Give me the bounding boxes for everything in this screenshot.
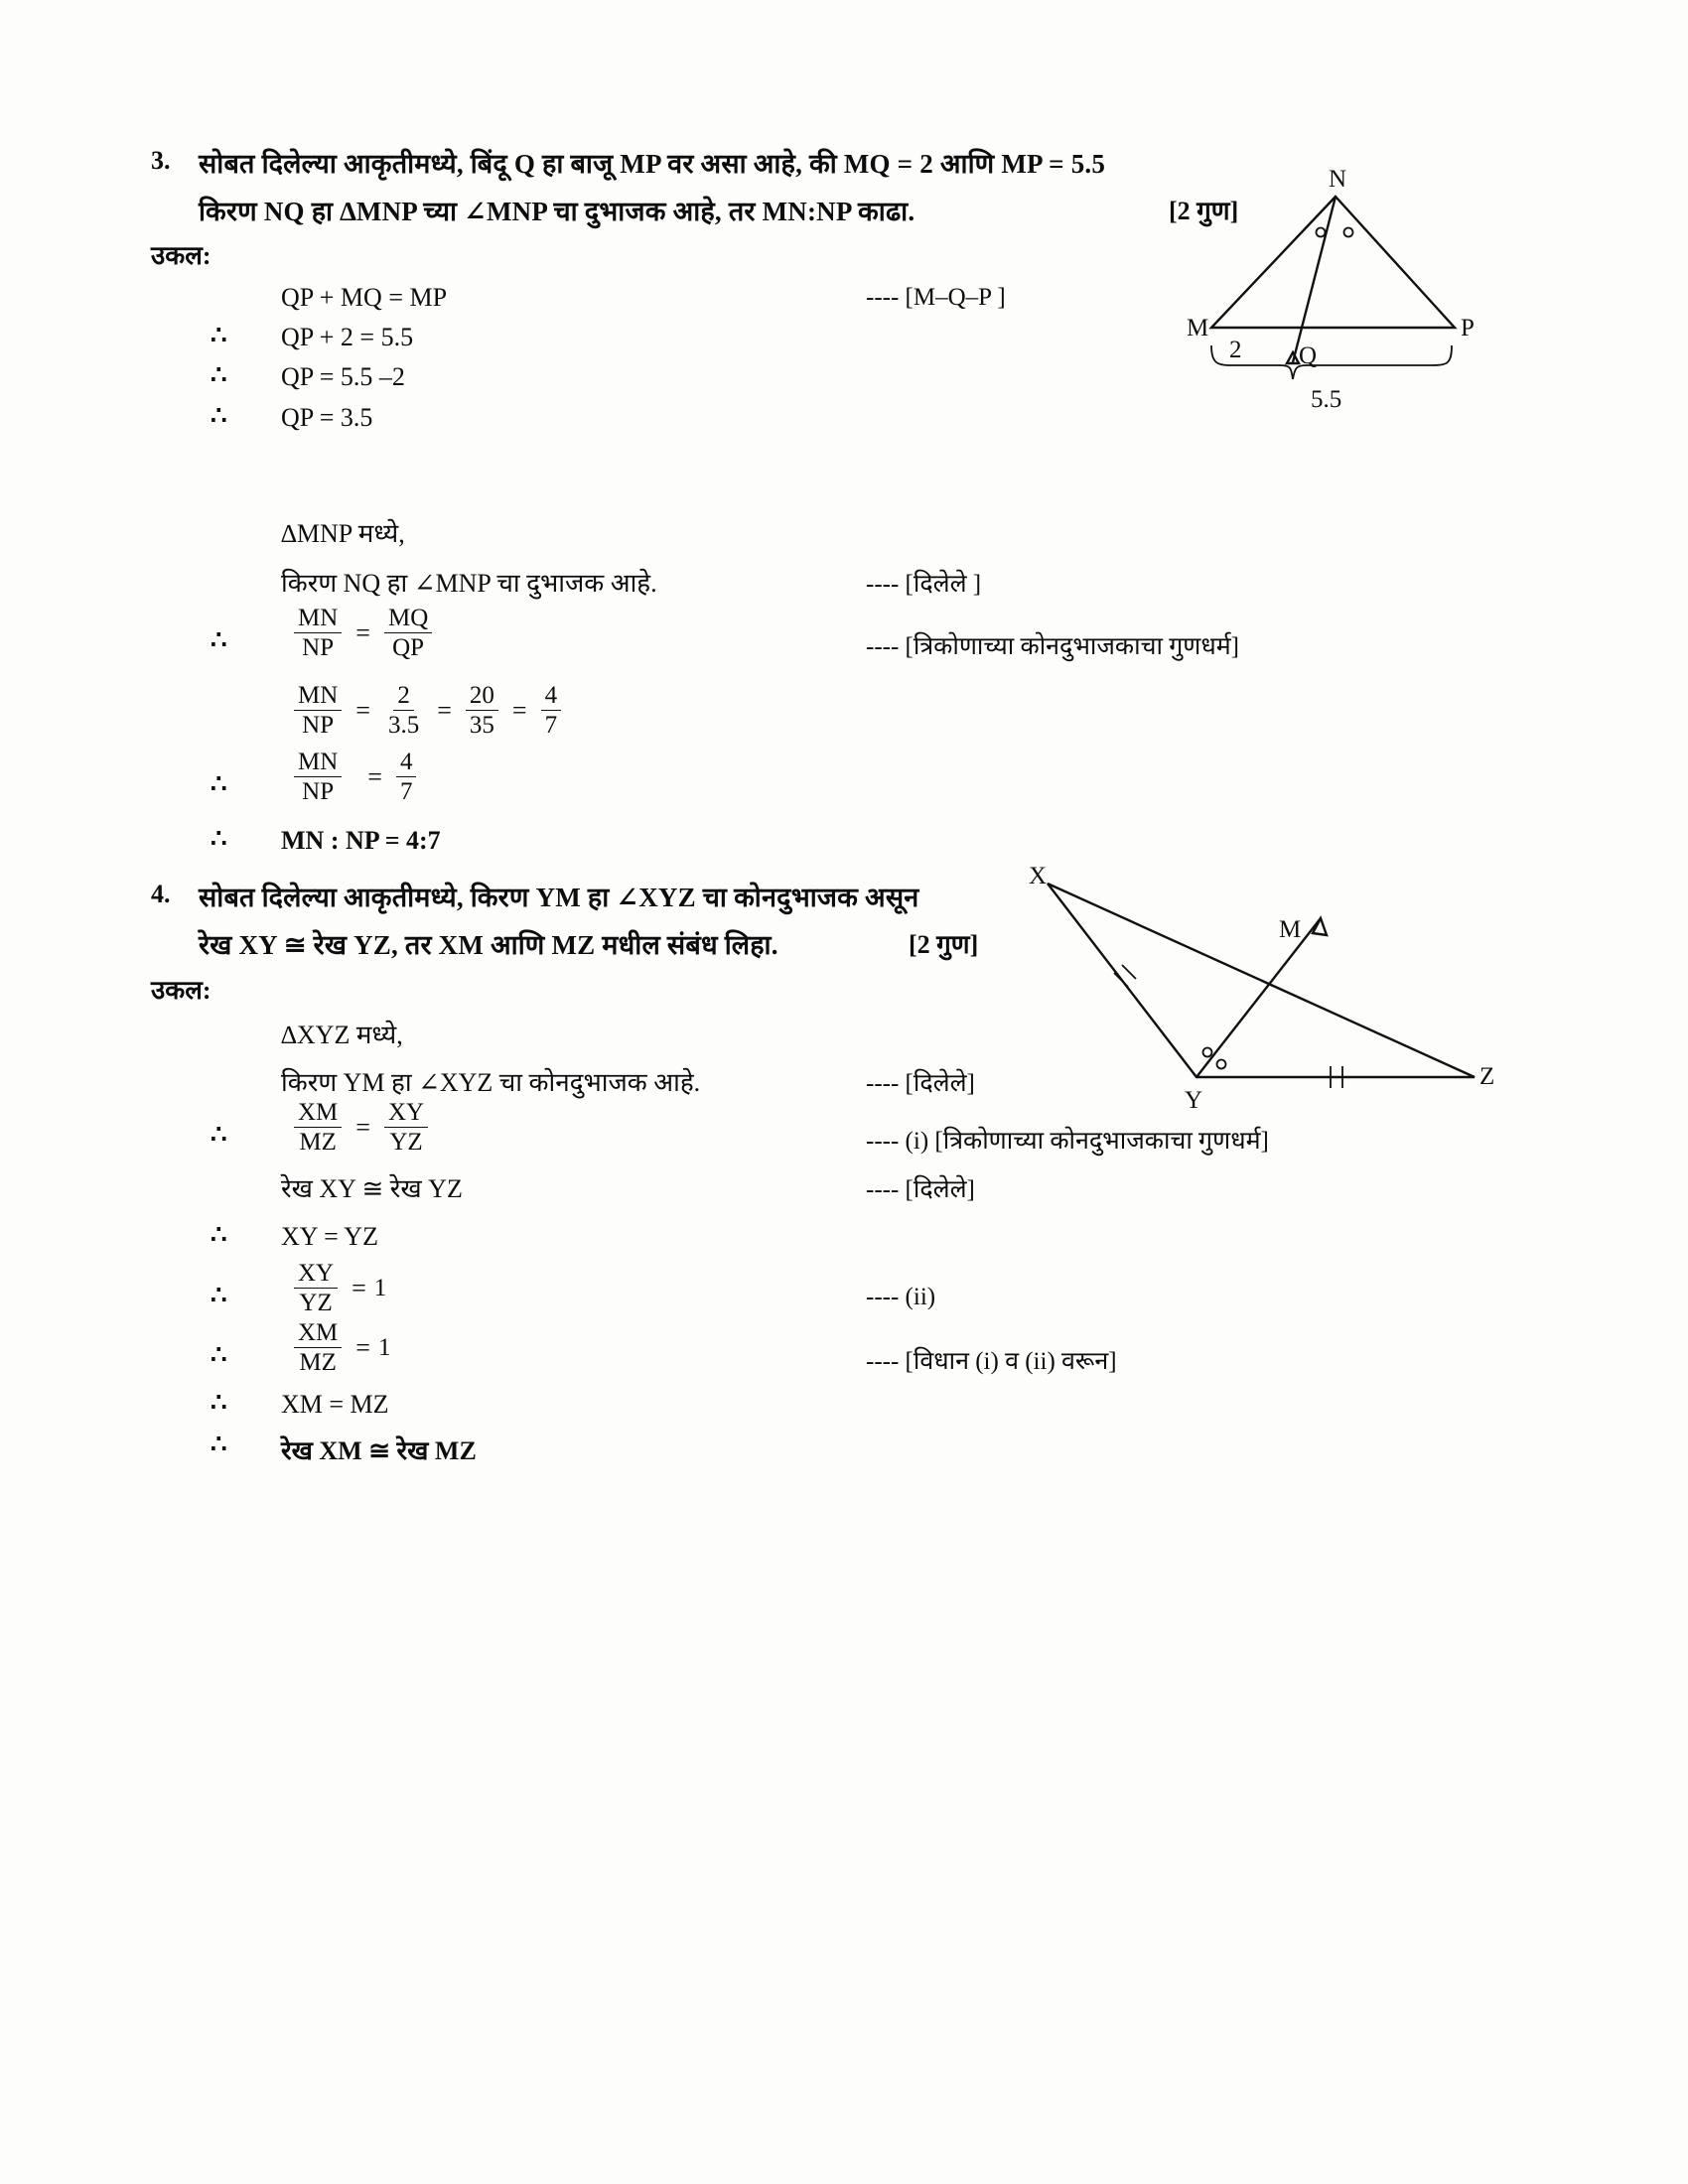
q3-chain-term-0 [384, 683, 423, 740]
question-3-text-line2: किरण NQ हा ∆MNP च्या ∠MNP चा दुभाजक आहे, तर MN:NP काढा. [199, 197, 915, 226]
q3-chain-term-1 [466, 683, 498, 740]
equals-sign: = [437, 696, 452, 726]
figure-triangle-xyz [1023, 863, 1495, 1137]
label-segment-2: 2 [1229, 337, 1242, 363]
q4-unit-fraction-2-symbol: ∴ [211, 1340, 227, 1369]
q3-final-fraction-symbol: ∴ [211, 769, 227, 798]
q4-ratio-left-numerator: XM [294, 1100, 342, 1128]
q4-ratio-right-denominator: YZ [389, 1129, 423, 1157]
question-4-number: 4. [151, 880, 171, 908]
q3-chain-left-denominator: NP [302, 712, 335, 740]
equals-sign: = [352, 1274, 366, 1303]
q4-unit-fraction-1-reason: ---- (ii) [866, 1284, 936, 1310]
q4-unit-fraction-1-value: 1 [373, 1275, 387, 1302]
q3-final-left-numerator: MN [294, 750, 342, 777]
label-Y: Y [1185, 1087, 1203, 1114]
q3-final-left-denominator: NP [302, 778, 335, 806]
q3-step-4-statement: ∆MNP मध्ये, [281, 519, 405, 548]
q3-step-1-symbol: ∴ [211, 321, 227, 349]
question-3-solution-label: उकल: [151, 241, 211, 270]
q4-unit-fraction-2-reason: ---- [विधान (i) व (ii) वरून] [866, 1348, 1117, 1375]
q4-ratio-symbol: ∴ [211, 1120, 227, 1149]
equals-sign: = [355, 1333, 370, 1363]
q4-ratio-left-fraction [294, 1100, 342, 1157]
q4-final-step-1-statement: रेख XM ≅ रेख MZ [281, 1436, 477, 1465]
equals-sign: = [355, 618, 370, 648]
q4-unit-fraction-1-equation [288, 1261, 386, 1317]
q3-step-3-statement: QP = 3.5 [281, 403, 373, 432]
equals-sign: = [355, 1113, 370, 1143]
figure-triangle-mnp [1182, 166, 1499, 432]
q3-conclusion-text: MN : NP = 4:7 [281, 826, 441, 855]
q4-unit-fraction-2-numerator: XM [294, 1320, 342, 1348]
q3-chain-term-1-denominator: 35 [469, 712, 494, 740]
label-P: P [1461, 315, 1475, 341]
q3-ratio-reason: ---- [त्रिकोणाच्या कोनदुभाजकाचा गुणधर्म] [866, 633, 1240, 660]
q3-ratio-equation [288, 606, 438, 662]
q3-ratio-left-denominator: NP [302, 634, 335, 662]
q3-chain-left-fraction [294, 683, 342, 740]
q4-ratio-right-numerator: XY [384, 1100, 428, 1128]
q3-step-5-statement: किरण NQ हा ∠MNP चा दुभाजक आहे. [281, 569, 657, 598]
q3-step-3-symbol: ∴ [211, 401, 227, 430]
q4-final-step-0-statement: XM = MZ [281, 1390, 389, 1419]
label-N: N [1329, 166, 1347, 193]
q4-congruence-statement: रेख XY ≅ रेख YZ [281, 1174, 463, 1203]
q4-ratio-left-denominator: MZ [299, 1129, 337, 1157]
q4-ratio-equation [288, 1100, 434, 1157]
q3-step-1-statement: QP + 2 = 5.5 [281, 323, 414, 351]
q4-step-0-statement: ∆XYZ मध्ये, [281, 1021, 403, 1049]
q3-final-fraction-equation [288, 750, 422, 806]
question-4-text-line2: रेख XY ≅ रेख YZ, तर XM आणि MZ मधील संबंध लिहा. [199, 930, 778, 960]
q3-step-2-statement: QP = 5.5 –2 [281, 362, 405, 391]
question-4-solution-label: उकल: [151, 976, 211, 1005]
question-3-marks: [2 गुण] [1169, 197, 1239, 225]
label-M: M [1279, 916, 1302, 943]
q4-unit-fraction-1-numerator: XY [294, 1261, 338, 1289]
q3-final-left-fraction [294, 750, 342, 806]
q3-step-2-symbol: ∴ [211, 360, 227, 389]
q3-step-0-reason: ---- [M–Q–P ] [866, 284, 1006, 311]
q3-chain-equation [288, 683, 567, 740]
q4-step-1-reason: ---- [दिलेले] [866, 1070, 975, 1097]
q3-conclusion-symbol: ∴ [211, 824, 227, 853]
question-3-text-line1: सोबत दिलेल्या आकृतीमध्ये, बिंदू Q हा बाजू MP वर असा आहे, की MQ = 2 आणि MP = 5.5 [199, 149, 1106, 179]
q4-congruence-reason: ---- [दिलेले] [866, 1176, 975, 1203]
q3-chain-term-0-denominator: 3.5 [387, 712, 420, 740]
q4-unit-fraction-2-fraction [294, 1320, 342, 1377]
q4-unit-fraction-2-value: 1 [377, 1334, 391, 1362]
q3-ratio-symbol: ∴ [211, 625, 227, 654]
q3-chain-term-2-numerator: 4 [541, 683, 562, 711]
q3-final-right-numerator: 4 [396, 750, 417, 777]
q4-final-step-0-symbol: ∴ [211, 1388, 227, 1417]
q3-ratio-right-fraction [384, 606, 432, 662]
q3-ratio-right-numerator: MQ [384, 606, 432, 633]
label-Q: Q [1299, 342, 1318, 369]
q4-unit-fraction-2-denominator: MZ [299, 1349, 337, 1377]
q3-final-right-fraction [396, 750, 417, 806]
q4-ratio-reason: ---- (i) [त्रिकोणाच्या कोनदुभाजकाचा गुणधर्म] [866, 1128, 1269, 1155]
q4-unit-fraction-1-symbol: ∴ [211, 1281, 227, 1309]
q4-equality-symbol: ∴ [211, 1220, 227, 1249]
q4-ratio-right-fraction [384, 1100, 428, 1157]
q3-final-right-denominator: 7 [399, 778, 413, 806]
q4-equality-statement: XY = YZ [281, 1222, 378, 1251]
question-3-number: 3. [151, 146, 171, 175]
question-4-marks: [2 गुण] [909, 930, 979, 959]
q3-step-5-reason: ---- [दिलेले ] [866, 571, 982, 598]
equals-sign: = [511, 696, 527, 726]
q3-chain-term-2 [541, 683, 562, 740]
q3-chain-term-2-denominator: 7 [544, 712, 558, 740]
q3-ratio-left-numerator: MN [294, 606, 342, 633]
equals-sign: = [367, 762, 382, 792]
q4-step-1-statement: किरण YM हा ∠XYZ चा कोनदुभाजक आहे. [281, 1068, 701, 1097]
label-Z: Z [1479, 1063, 1495, 1090]
q4-final-step-1-symbol: ∴ [211, 1430, 227, 1458]
label-base-5-5: 5.5 [1311, 386, 1342, 413]
q4-unit-fraction-2-equation [288, 1320, 390, 1377]
q3-chain-term-0-numerator: 2 [393, 683, 414, 711]
label-M: M [1187, 315, 1209, 341]
equals-sign: = [355, 696, 370, 726]
q3-ratio-left-fraction [294, 606, 342, 662]
q4-unit-fraction-1-denominator: YZ [299, 1290, 333, 1317]
q3-chain-term-1-numerator: 20 [466, 683, 498, 711]
q3-chain-left-numerator: MN [294, 683, 342, 711]
q3-ratio-right-denominator: QP [392, 634, 425, 662]
question-4-text-line1: सोबत दिलेल्या आकृतीमध्ये, किरण YM हा ∠XYZ चा कोनदुभाजक असून [199, 883, 919, 912]
q3-step-0-statement: QP + MQ = MP [281, 283, 448, 312]
q4-unit-fraction-1-fraction [294, 1261, 338, 1317]
label-X: X [1029, 863, 1048, 889]
